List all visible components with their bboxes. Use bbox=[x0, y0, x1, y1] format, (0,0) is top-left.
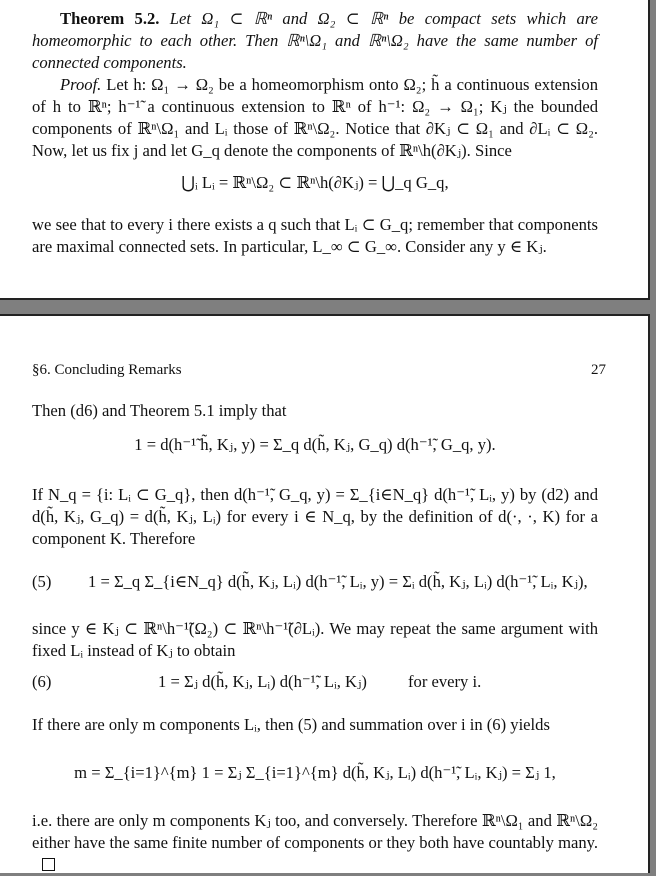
paragraph-3: If there are only m components Lᵢ, then (5) and summation over i in (6) yields bbox=[32, 715, 550, 734]
running-head: §6. Concluding Remarks bbox=[32, 362, 182, 378]
page-top bbox=[0, 0, 650, 300]
paragraph-4-text: i.e. there are only m components Kⱼ too, and conversely. Therefore ℝⁿ\Ω₁ and ℝⁿ\Ω₂ either have the same finite number of components or they both have countably many. bbox=[32, 811, 598, 852]
equation-5: 1 = Σ_q Σ_{i∈N_q} d(h̃, Kⱼ, Lᵢ) d(h⁻¹̃, Lᵢ, y) = Σᵢ d(h̃, Kⱼ, Lᵢ) d(h⁻¹̃, Lᵢ, Kⱼ), bbox=[88, 572, 588, 591]
paragraph-2: since y ∈ Kⱼ ⊂ ℝⁿ\h⁻¹̃(Ω₂) ⊂ ℝⁿ\h⁻¹̃(∂Lᵢ). We may repeat the same argument with fixed Lᵢ instead of Kⱼ to obtain bbox=[32, 619, 598, 660]
intro-line: Then (d6) and Theorem 5.1 imply that bbox=[32, 401, 287, 420]
proof-label: Proof. bbox=[60, 75, 102, 94]
theorem-5-2 bbox=[32, 8, 598, 74]
page-number: 27 bbox=[591, 362, 606, 378]
equation-5-label: (5) bbox=[32, 572, 52, 591]
page-bottom bbox=[0, 314, 650, 873]
display-equation-union: ⋃ᵢ Lᵢ = ℝⁿ\Ω₂ ⊂ ℝⁿ\h(∂Kⱼ) = ⋃_q G_q, bbox=[181, 173, 449, 192]
theorem-label: Theorem 5.2. bbox=[60, 9, 160, 28]
equation-6-label: (6) bbox=[32, 672, 52, 691]
paragraph-4 bbox=[32, 810, 598, 876]
equation-1: 1 = d(h⁻¹̃ h̃, Kⱼ, y) = Σ_q d(h̃, Kⱼ, G_q) d(h⁻¹̃, G_q, y). bbox=[134, 435, 496, 454]
equation-7: m = Σ_{i=1}^{m} 1 = Σⱼ Σ_{i=1}^{m} d(h̃, Kⱼ, Lᵢ) d(h⁻¹̃, Lᵢ, Kⱼ) = Σⱼ 1, bbox=[74, 763, 556, 782]
proof-text: Let h: Ω₁ → Ω₂ be a homeomorphism onto Ω₂; h̃ a continuous extension of h to ℝⁿ; h⁻¹̃ a continuous extension to ℝⁿ of h⁻¹: Ω₂ → Ω₁; Kⱼ the bounded components of ℝⁿ\Ω₁ and Lᵢ those of ℝⁿ\Ω₂. Notice that ∂Kⱼ ⊂ Ω₁ and ∂Lᵢ ⊂ Ω₂. Now, let us fix j and let G_q denote the components of ℝⁿ\h(∂Kⱼ). Since bbox=[32, 75, 598, 160]
after-equation-text: we see that to every i there exists a q such that Lᵢ ⊂ G_q; remember that components are maximal connected sets. In particular, L_∞ ⊂ G_∞. Consider any y ∈ Kⱼ. bbox=[32, 215, 598, 256]
qed-square-icon bbox=[42, 858, 55, 871]
proof-paragraph bbox=[32, 74, 598, 162]
paragraph-1: If N_q = {i: Lᵢ ⊂ G_q}, then d(h⁻¹̃, G_q, y) = Σ_{i∈N_q} d(h⁻¹̃, Lᵢ, y) by (d2) and d(h̃, Kⱼ, G_q) = d(h̃, Kⱼ, Lᵢ) for every i ∈ N_q, by the definition of d(·, ·, K) for a component K. Therefore bbox=[32, 485, 598, 548]
theorem-text: Let Ω₁ ⊂ ℝⁿ and Ω₂ ⊂ ℝⁿ be compact sets which are homeomorphic to each other. Then ℝⁿ\Ω₁ and ℝⁿ\Ω₂ have the same number of connected components. bbox=[32, 9, 598, 72]
equation-6: 1 = Σⱼ d(h̃, Kⱼ, Lᵢ) d(h⁻¹̃, Lᵢ, Kⱼ) bbox=[158, 672, 367, 691]
equation-6-suffix: for every i. bbox=[408, 672, 482, 691]
